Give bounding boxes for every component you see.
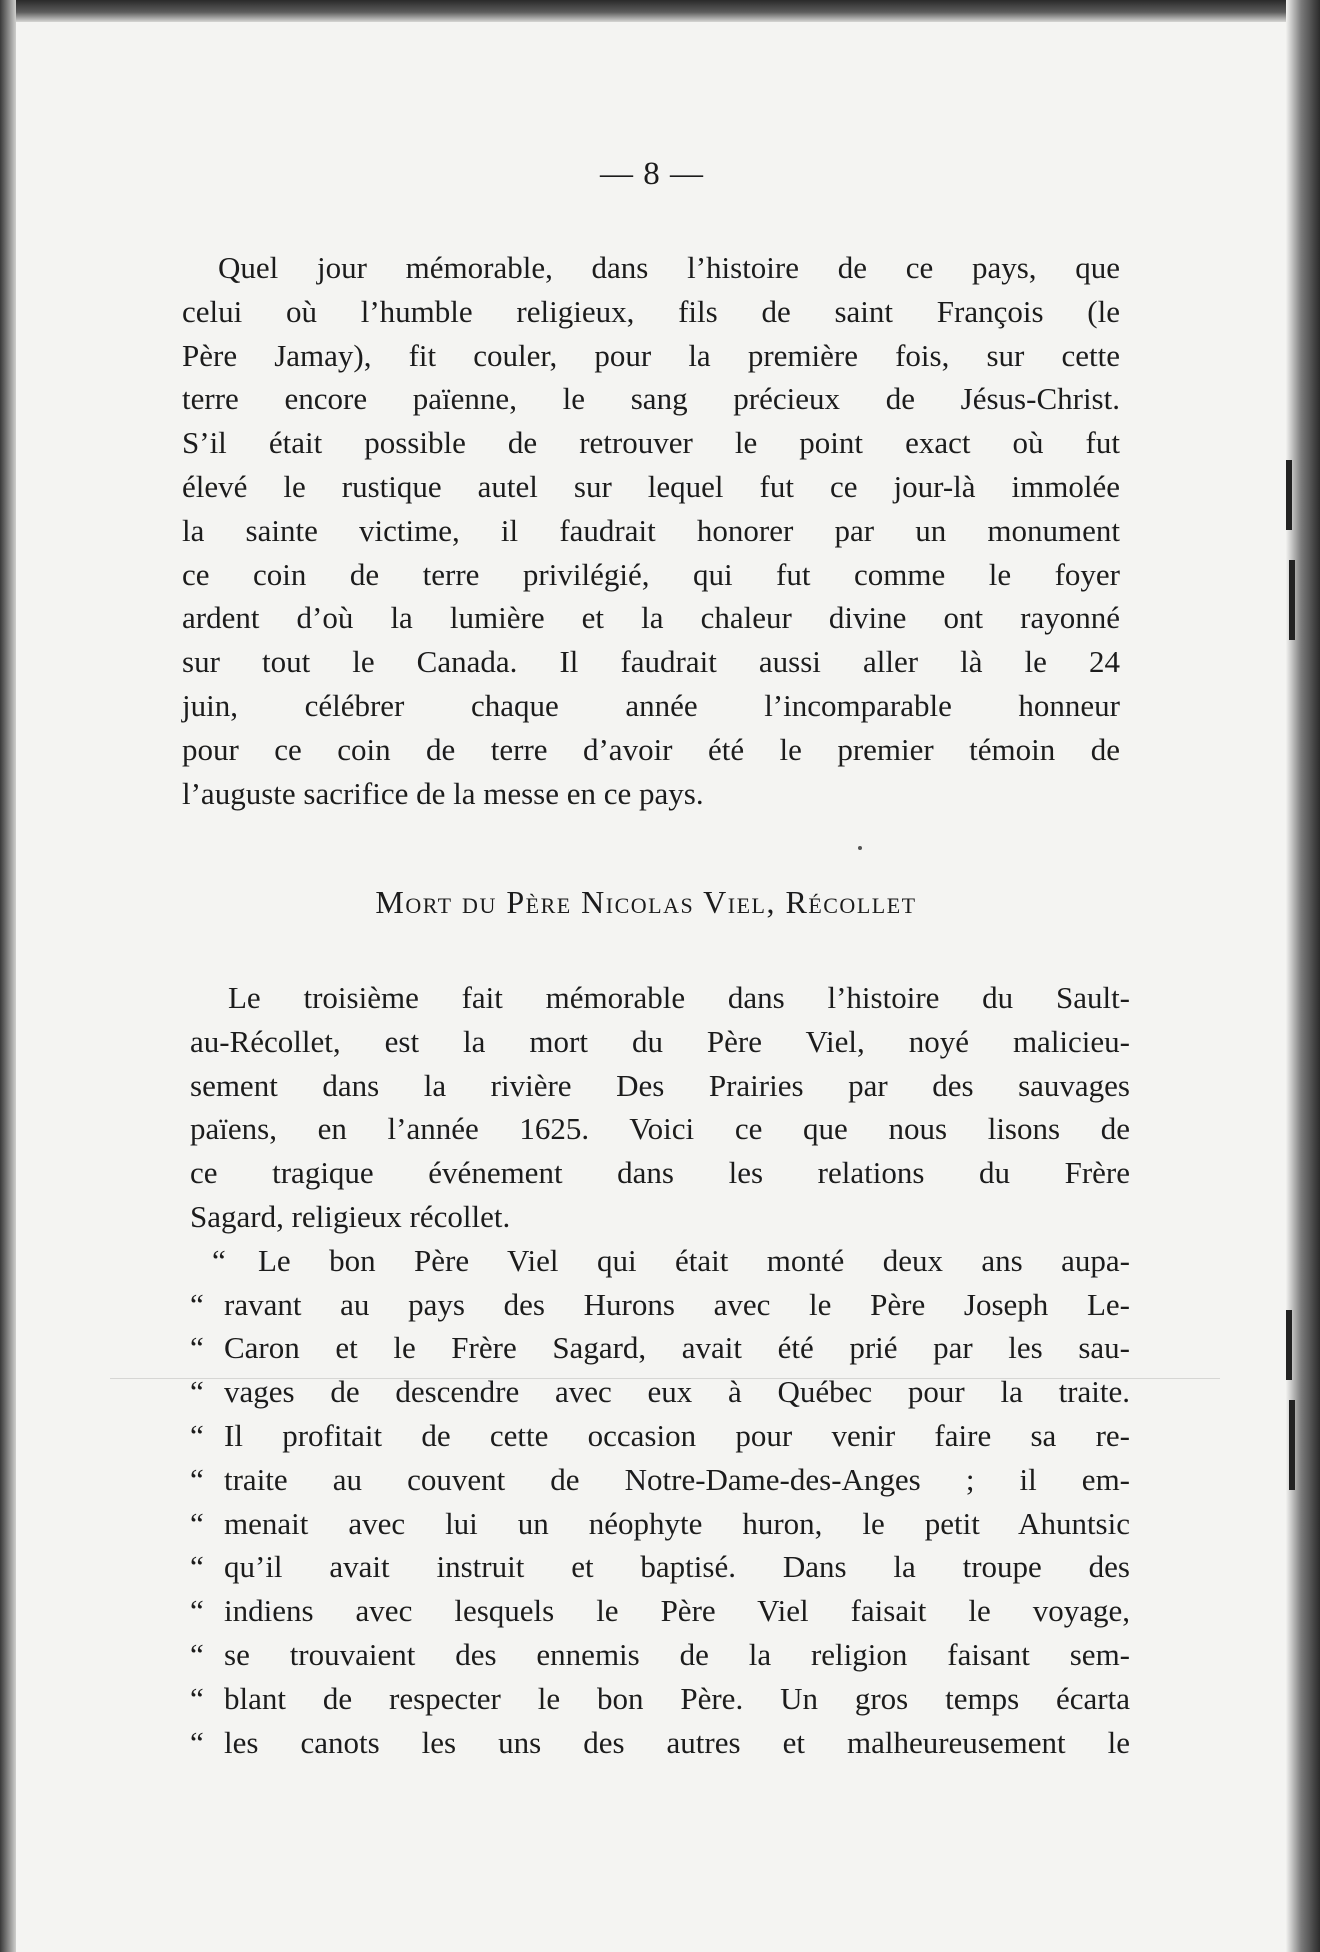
quote-line xyxy=(190,1283,1130,1327)
text-line: pour ce coin de terre d’avoir été le premier témoin de xyxy=(182,731,1120,767)
text-line: terre encore païenne, le sang précieux de Jésus-Christ. xyxy=(182,381,1120,417)
quote-line xyxy=(190,1502,1130,1546)
quote-mark: “ xyxy=(190,1505,204,1541)
text-line: sur tout le Canada. Il faudrait aussi aller là le 24 xyxy=(182,644,1120,680)
quote-text: vages de descendre avec eux à Québec pour la traite. xyxy=(224,1374,1130,1410)
text-line: Quel jour mémorable, dans l’histoire de ce pays, que xyxy=(218,250,1120,285)
text-line: juin, célébrer chaque année l’incomparable honneur xyxy=(182,687,1120,723)
text-line: sement dans la rivière Des Prairies par des sauvages xyxy=(190,1067,1130,1103)
text-line: païens, en l’année 1625. Voici ce que nous lisons de xyxy=(190,1111,1130,1147)
text-line: ce tragique événement dans les relations du Frère xyxy=(190,1155,1130,1191)
text-line: la sainte victime, il faudrait honorer par un monument xyxy=(182,512,1120,548)
quote-mark: “ xyxy=(190,1593,204,1629)
ink-speck xyxy=(858,846,862,850)
quote-text: se trouvaient des ennemis de la religion faisant sem- xyxy=(224,1636,1130,1672)
quote-mark: “ xyxy=(190,1461,204,1497)
quote-text: traite au couvent de Notre-Dame-des-Anges ; il em- xyxy=(224,1461,1130,1497)
quote-mark: “ xyxy=(190,1286,204,1322)
text-line: Le troisième fait mémorable dans l’histoire du Sault- xyxy=(228,980,1130,1015)
binding-thread-mark xyxy=(1286,460,1292,530)
text-line: Père Jamay), fit couler, pour la première fois, sur cette xyxy=(182,337,1120,373)
quote-line xyxy=(190,1589,1130,1633)
quote-mark: “ xyxy=(190,1636,204,1672)
quote-mark: “ xyxy=(212,1242,226,1278)
quote-mark: “ xyxy=(190,1374,204,1410)
text-line: ardent d’où la lumière et la chaleur divine ont rayonné xyxy=(182,600,1120,636)
quote-mark: “ xyxy=(190,1549,204,1585)
quote-text: indiens avec lesquels le Père Viel faisait le voyage, xyxy=(224,1593,1130,1629)
paragraph-2 xyxy=(190,976,1130,1764)
text-line: celui où l’humble religieux, fils de saint François (le xyxy=(182,293,1120,329)
section-heading: Mort du Père Nicolas Viel, Récollet xyxy=(375,884,917,920)
quote-mark: “ xyxy=(190,1330,204,1366)
quote-line xyxy=(190,1545,1130,1589)
quote-text: ravant au pays des Hurons avec le Père Joseph Le- xyxy=(224,1286,1130,1322)
page-number: — 8 — xyxy=(600,156,704,192)
quote-text: menait avec lui un néophyte huron, le petit Ahuntsic xyxy=(224,1505,1130,1541)
quote-line xyxy=(190,1721,1130,1765)
quote-text: les canots les uns des autres et malheureusement le xyxy=(224,1724,1130,1760)
quote-mark: “ xyxy=(190,1724,204,1760)
quote-line xyxy=(190,1414,1130,1458)
quote-mark: “ xyxy=(190,1417,204,1453)
quote-text: qu’il avait instruit et baptisé. Dans la troupe des xyxy=(224,1549,1130,1585)
quote-text: Caron et le Frère Sagard, avait été prié par les sau- xyxy=(224,1330,1130,1366)
quote-text: blant de respecter le bon Père. Un gros temps écarta xyxy=(224,1680,1130,1716)
text-line: S’il était possible de retrouver le point exact où fut xyxy=(182,425,1120,461)
quote-line xyxy=(190,1458,1130,1502)
text-line: l’auguste sacrifice de la messe en ce pays. xyxy=(182,775,704,811)
text-line: ce coin de terre privilégié, qui fut comme le foyer xyxy=(182,556,1120,592)
scan-border-top xyxy=(0,0,1320,22)
binding-thread-mark xyxy=(1289,560,1295,640)
text-line: au-Récollet, est la mort du Père Viel, noyé malicieu- xyxy=(190,1023,1130,1059)
paragraph-1 xyxy=(182,246,1120,815)
binding-thread-mark xyxy=(1286,1310,1292,1380)
quote-line xyxy=(190,1677,1130,1721)
text-line: Sagard, religieux récollet. xyxy=(190,1198,511,1234)
quote-text: Il profitait de cette occasion pour venir faire sa re- xyxy=(224,1417,1130,1453)
binding-thread-mark xyxy=(1289,1400,1295,1490)
scan-border-right xyxy=(1286,0,1320,1952)
quote-text: Le bon Père Viel qui était monté deux ans aupa- xyxy=(258,1242,1130,1278)
quote-line xyxy=(190,1326,1130,1370)
text-line: élevé le rustique autel sur lequel fut ce jour-là immolée xyxy=(182,468,1120,504)
quote-line xyxy=(190,1370,1130,1414)
quote-line xyxy=(190,1633,1130,1677)
scan-border-left xyxy=(0,0,16,1952)
quote-line xyxy=(190,1239,1130,1283)
quote-mark: “ xyxy=(190,1680,204,1716)
